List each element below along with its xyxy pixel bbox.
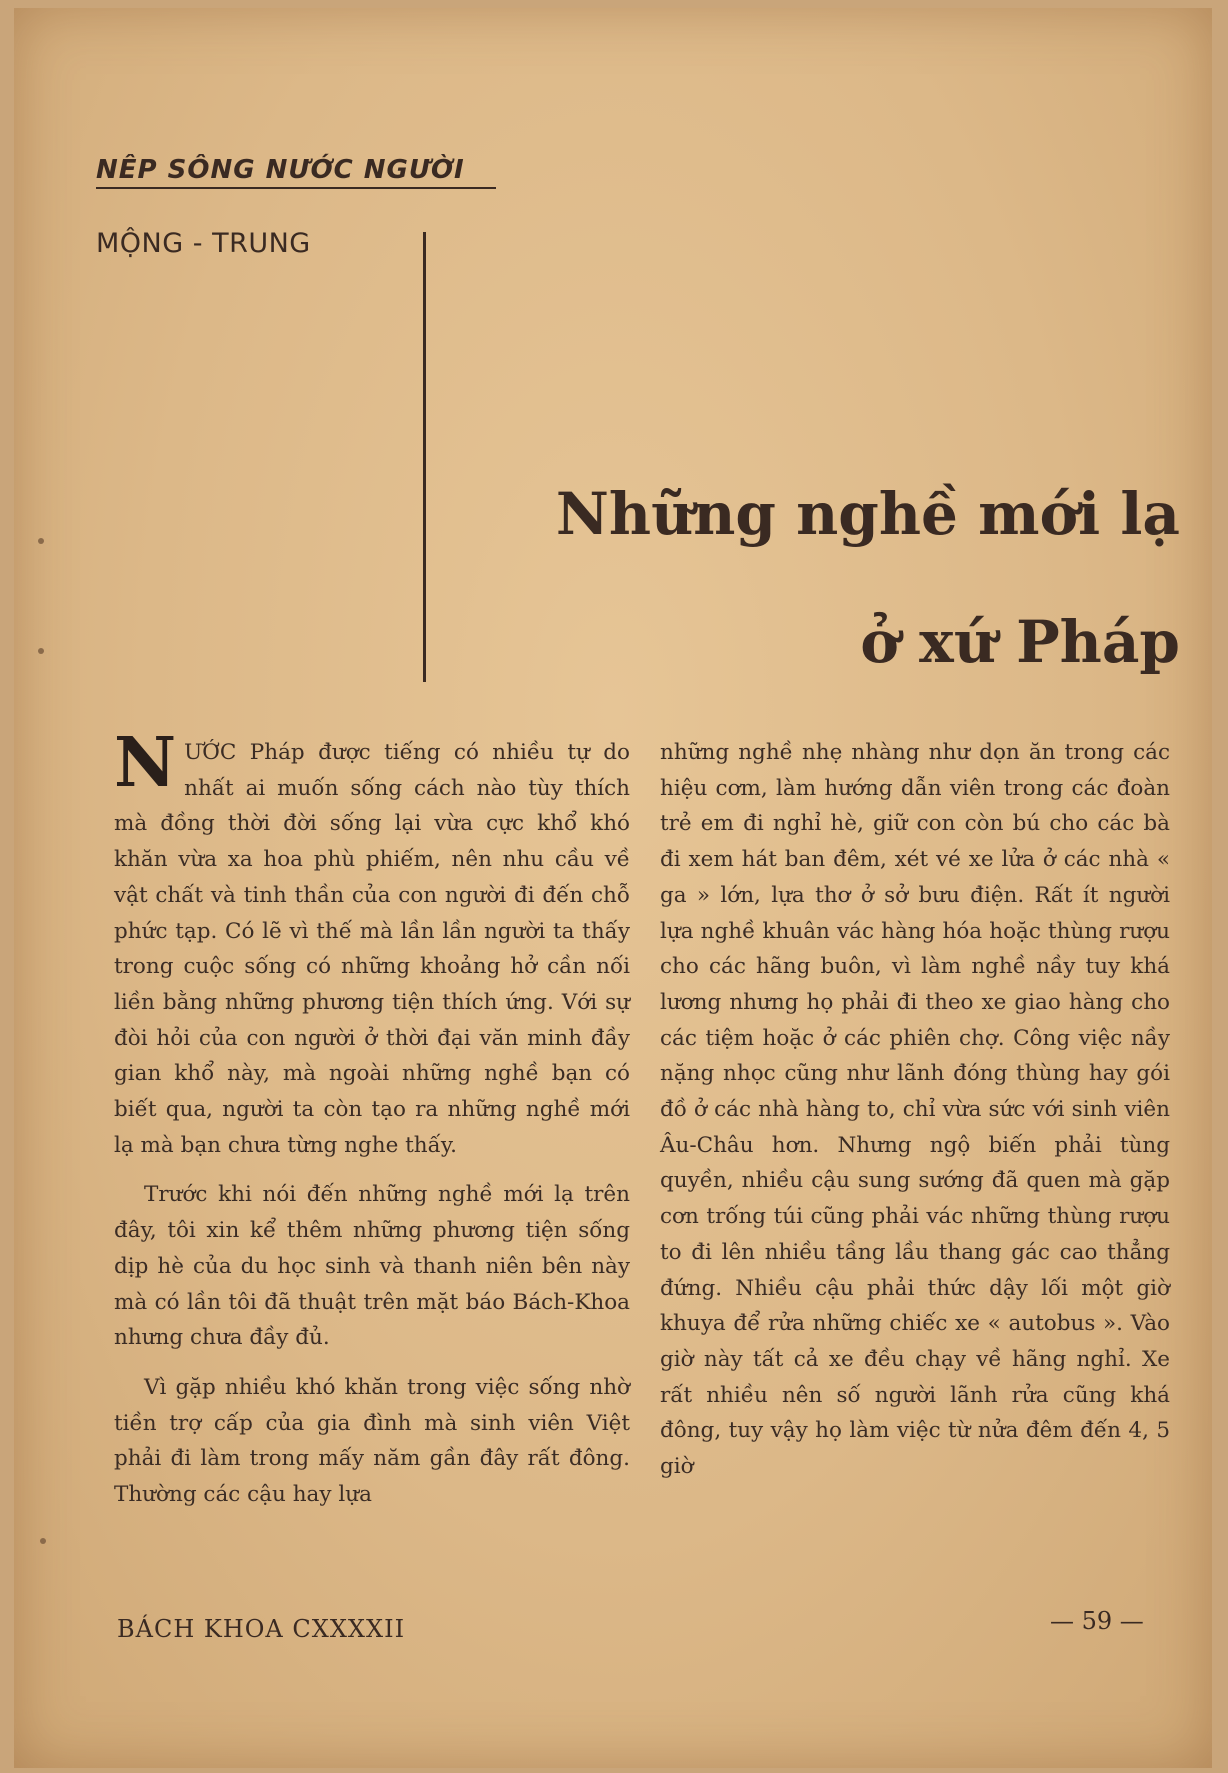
- page-number: — 59 —: [1050, 1607, 1144, 1635]
- paragraph: những nghề nhẹ nhàng như dọn ăn trong các hiệu cơm, làm hướng dẫn viên trong các đoàn trẻ em đi nghỉ hè, giữ con còn bú cho các bà đi xem hát ban đêm, xét vé xe lửa ở các nhà « ga » lớn, lựa thơ ở sở bưu điện. Rất ít người lựa nghề khuân vác hàng hóa hoặc thùng rượu cho các hãng buôn, vì làm nghề nầy tuy khá lương nhưng họ phải đi theo xe giao hàng cho các tiệm hoặc ở các phiên chợ. Công việc nầy nặng nhọc cũng như lãnh đóng thùng hay gói đồ ở các nhà hàng to, chỉ vừa sức với sinh viên Âu-Châu hơn. Nhưng ngộ biến phải tùng quyền, nhiều cậu sung sướng đã quen mà gặp cơn trống túi cũng phải vác những thùng rượu to đi lên nhiều tầng lầu thang gác cao thẳng đứng. Nhiều cậu phải thức dậy lối một giờ khuya để rửa những chiếc xe « autobus ». Vào giờ này tất cả xe đều chạy về hãng nghỉ. Xe rất nhiều nên số người lãnh rửa cũng khá đông, tuy vậy họ làm việc từ nửa đêm đến 4, 5 giờ: [660, 740, 1170, 1480]
- article-title-line-2: ở xứ Pháp: [860, 608, 1180, 676]
- paragraph-text: ƯỚC Pháp được tiếng có nhiều tự do nhất ai muốn sống cách nào tùy thích mà đồng thời đời sống lại vừa cực khổ khó khăn vừa xa hoa phù phiếm, nên nhu cầu về vật chất và tinh thần của con người đi đến chỗ phức tạp. Có lẽ vì thế mà lần lần người ta thấy trong cuộc sống có những khoảng hở cần nối liền bằng những phương tiện thích ứng. Với sự đòi hỏi của con người ở thời đại văn minh đầy gian khổ này, mà ngoài những nghề bạn có biết qua, người ta còn tạo ra những nghề mới lạ mà bạn chưa từng nghe thấy.: [114, 740, 630, 1158]
- vertical-rule: [423, 232, 426, 682]
- speck: [38, 648, 44, 654]
- speck: [38, 538, 44, 544]
- drop-cap: N: [114, 723, 177, 803]
- article-title-line-1: Những nghề mới lạ: [555, 480, 1180, 548]
- article-column-left: [114, 723, 630, 1527]
- paragraph: Vì gặp nhiều khó khăn trong việc sống nhờ tiền trợ cấp của gia đình mà sinh viên Việt phải đi làm trong mấy năm gần đây rất đông. Thường các cậu hay lựa: [114, 1374, 630, 1508]
- speck: [40, 1538, 46, 1544]
- section-label: NÊP SÔNG NƯỚC NGƯỜI: [96, 155, 496, 189]
- article-column-right: [660, 735, 1170, 1499]
- paragraph: Trước khi nói đến những nghề mới lạ trên đây, tôi xin kể thêm những phương tiện sống dịp hè của du học sinh và thanh niên bên này mà có lần tôi đã thuật trên mặt báo Bách-Khoa nhưng chưa đầy đủ.: [114, 1182, 630, 1351]
- author-name: MỘNG - TRUNG: [96, 228, 311, 259]
- paragraph: [114, 723, 630, 1163]
- magazine-footer: BÁCH KHOA CXXXXII: [117, 1615, 406, 1643]
